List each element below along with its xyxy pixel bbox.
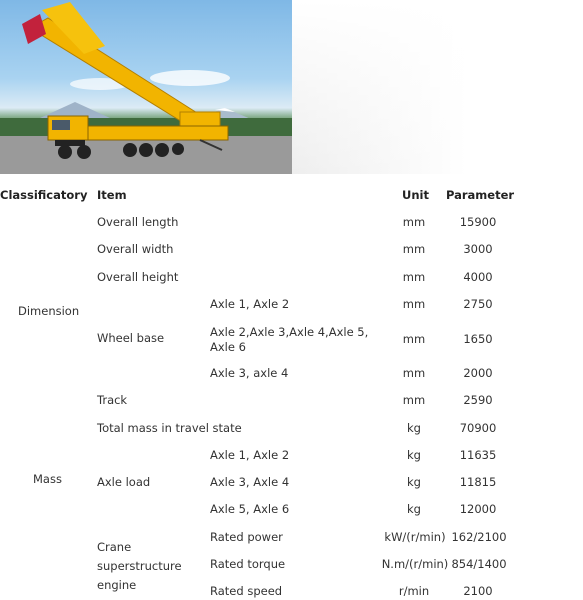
row-unit: kg <box>407 475 421 489</box>
row-value: 162/2100 <box>451 530 507 544</box>
row-value: 12000 <box>459 502 497 516</box>
row-value: 2100 <box>463 584 493 598</box>
row-value: 2000 <box>463 366 493 380</box>
row-unit: r/min <box>398 584 430 598</box>
row-subitem: Axle 3, Axle 4 <box>210 475 290 489</box>
row-value: 15900 <box>459 215 497 229</box>
row-subitem: Rated speed <box>210 584 283 598</box>
row-value: 1650 <box>463 332 493 346</box>
row-unit: kg <box>407 502 421 516</box>
row-value: 3000 <box>463 242 493 256</box>
row-unit: mm <box>402 393 426 407</box>
row-unit: mm <box>402 297 426 311</box>
row-value: 854/1400 <box>451 557 507 571</box>
row-item: Total mass in travel state <box>97 421 242 435</box>
row-value: 2590 <box>463 393 493 407</box>
row-subitem: Rated torque <box>210 557 286 571</box>
group-mass: Mass <box>33 472 62 486</box>
row-item: Crane superstructure engine <box>97 540 182 592</box>
row-subitem: Axle 1, Axle 2 <box>210 297 290 311</box>
row-item: Overall height <box>97 270 179 284</box>
row-subitem: Rated power <box>210 530 283 544</box>
row-item: Track <box>97 393 128 407</box>
row-unit: kW/(r/min) <box>384 530 446 544</box>
row-unit: mm <box>402 215 426 229</box>
row-item: Overall width <box>97 242 174 256</box>
row-item: Axle load <box>97 475 151 489</box>
row-value: 4000 <box>463 270 493 284</box>
row-value: 70900 <box>459 421 497 435</box>
crane-truck-illustration <box>0 0 292 174</box>
header-item: Item <box>97 188 127 202</box>
header-classificatory: Classificatory <box>0 188 88 202</box>
row-unit: mm <box>402 270 426 284</box>
row-value: 11815 <box>459 475 497 489</box>
row-subitem: Axle 3, axle 4 <box>210 366 289 380</box>
crane-banner-image <box>0 0 292 174</box>
header-parameter: Parameter <box>446 188 515 202</box>
row-unit: kg <box>407 448 421 462</box>
row-unit: mm <box>402 242 426 256</box>
row-unit: kg <box>407 421 421 435</box>
row-unit: mm <box>402 332 426 346</box>
row-item: Overall length <box>97 215 179 229</box>
group-dimension: Dimension <box>18 304 80 318</box>
banner-fade-overlay <box>292 0 583 174</box>
row-unit: mm <box>402 366 426 380</box>
header-unit: Unit <box>402 188 429 202</box>
row-subitem: Axle 2,Axle 3,Axle 4,Axle 5, Axle 6 <box>210 325 369 354</box>
row-item: Wheel base <box>97 331 165 345</box>
row-unit: N.m/(r/min) <box>381 557 449 571</box>
row-value: 11635 <box>459 448 497 462</box>
row-subitem: Axle 5, Axle 6 <box>210 502 290 516</box>
row-subitem: Axle 1, Axle 2 <box>210 448 290 462</box>
row-value: 2750 <box>463 297 493 311</box>
